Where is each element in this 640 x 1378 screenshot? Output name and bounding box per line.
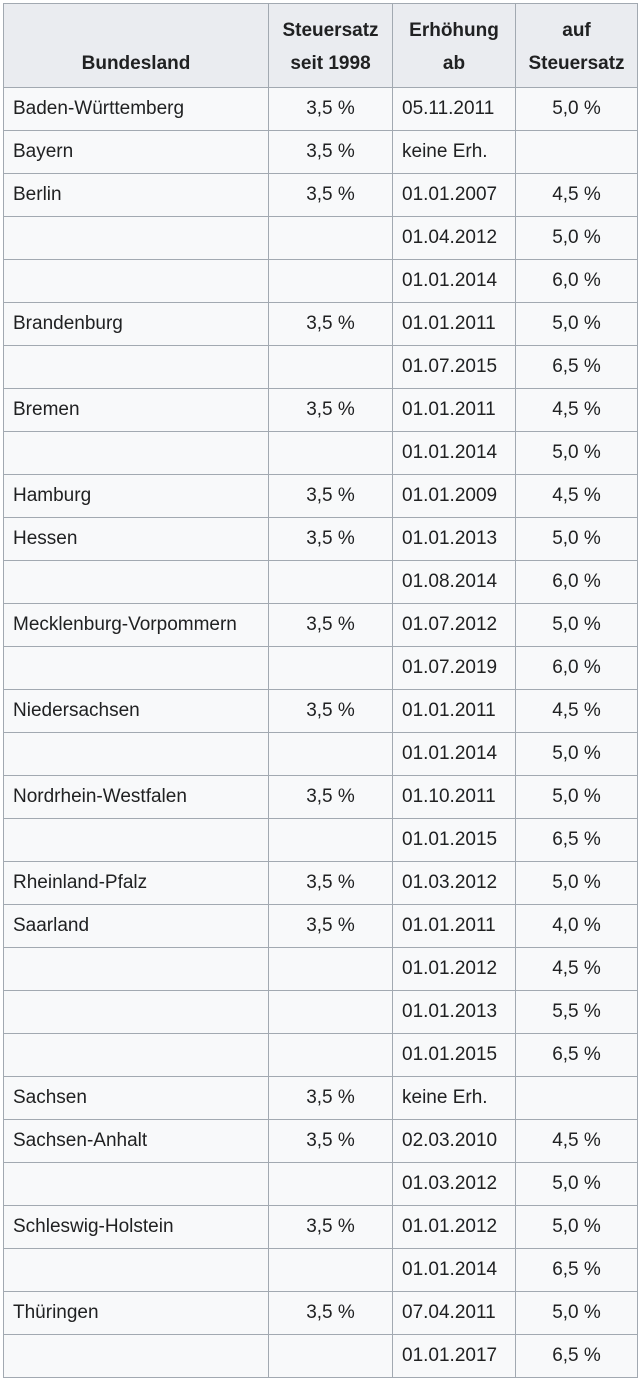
table-row xyxy=(4,561,638,604)
cell-neuer-steuersatz: 5,0 % xyxy=(516,518,638,561)
cell-steuersatz-1998 xyxy=(269,1335,393,1378)
header-auf-steuersatz: auf Steuersatz xyxy=(516,4,638,88)
cell-steuersatz-1998: 3,5 % xyxy=(269,690,393,733)
cell-steuersatz-1998: 3,5 % xyxy=(269,131,393,174)
table-row xyxy=(4,518,638,561)
cell-bundesland: Saarland xyxy=(4,905,269,948)
cell-neuer-steuersatz: 4,0 % xyxy=(516,905,638,948)
table-row xyxy=(4,346,638,389)
cell-erhoehung-ab: 01.08.2014 xyxy=(393,561,516,604)
table-row xyxy=(4,475,638,518)
cell-erhoehung-ab: 01.01.2012 xyxy=(393,1206,516,1249)
cell-neuer-steuersatz: 5,0 % xyxy=(516,862,638,905)
cell-steuersatz-1998 xyxy=(269,1249,393,1292)
cell-neuer-steuersatz xyxy=(516,1077,638,1120)
cell-bundesland xyxy=(4,1163,269,1206)
cell-steuersatz-1998: 3,5 % xyxy=(269,1077,393,1120)
cell-bundesland xyxy=(4,260,269,303)
table-row xyxy=(4,690,638,733)
cell-neuer-steuersatz: 5,0 % xyxy=(516,1206,638,1249)
cell-steuersatz-1998: 3,5 % xyxy=(269,1206,393,1249)
cell-neuer-steuersatz: 5,0 % xyxy=(516,1292,638,1335)
cell-erhoehung-ab: 01.01.2017 xyxy=(393,1335,516,1378)
cell-bundesland: Bayern xyxy=(4,131,269,174)
cell-steuersatz-1998 xyxy=(269,1163,393,1206)
cell-neuer-steuersatz: 5,0 % xyxy=(516,604,638,647)
cell-steuersatz-1998: 3,5 % xyxy=(269,862,393,905)
table-body xyxy=(4,88,638,1378)
cell-steuersatz-1998 xyxy=(269,819,393,862)
cell-bundesland xyxy=(4,217,269,260)
cell-neuer-steuersatz: 4,5 % xyxy=(516,475,638,518)
cell-steuersatz-1998 xyxy=(269,260,393,303)
cell-neuer-steuersatz: 5,0 % xyxy=(516,776,638,819)
cell-bundesland xyxy=(4,561,269,604)
cell-steuersatz-1998: 3,5 % xyxy=(269,905,393,948)
cell-steuersatz-1998 xyxy=(269,432,393,475)
cell-neuer-steuersatz: 4,5 % xyxy=(516,174,638,217)
cell-steuersatz-1998: 3,5 % xyxy=(269,518,393,561)
cell-neuer-steuersatz: 5,0 % xyxy=(516,88,638,131)
cell-erhoehung-ab: 01.01.2009 xyxy=(393,475,516,518)
cell-erhoehung-ab: keine Erh. xyxy=(393,131,516,174)
table-row xyxy=(4,1335,638,1378)
cell-erhoehung-ab: 01.07.2015 xyxy=(393,346,516,389)
cell-neuer-steuersatz: 6,5 % xyxy=(516,1249,638,1292)
cell-neuer-steuersatz: 5,0 % xyxy=(516,303,638,346)
table-row xyxy=(4,991,638,1034)
cell-neuer-steuersatz: 5,0 % xyxy=(516,1163,638,1206)
cell-bundesland: Bremen xyxy=(4,389,269,432)
cell-steuersatz-1998: 3,5 % xyxy=(269,604,393,647)
cell-steuersatz-1998 xyxy=(269,948,393,991)
table-row xyxy=(4,1120,638,1163)
cell-erhoehung-ab: 01.07.2012 xyxy=(393,604,516,647)
cell-bundesland: Hamburg xyxy=(4,475,269,518)
table-row xyxy=(4,432,638,475)
cell-erhoehung-ab: 01.01.2011 xyxy=(393,389,516,432)
cell-steuersatz-1998 xyxy=(269,1034,393,1077)
cell-erhoehung-ab: 01.07.2019 xyxy=(393,647,516,690)
cell-bundesland: Mecklenburg-Vorpommern xyxy=(4,604,269,647)
cell-neuer-steuersatz: 4,5 % xyxy=(516,1120,638,1163)
cell-neuer-steuersatz: 5,0 % xyxy=(516,733,638,776)
table-row xyxy=(4,389,638,432)
cell-neuer-steuersatz: 5,0 % xyxy=(516,432,638,475)
header-erhoehung-ab: Erhöhung ab xyxy=(393,4,516,88)
cell-neuer-steuersatz: 6,0 % xyxy=(516,647,638,690)
cell-erhoehung-ab: 01.04.2012 xyxy=(393,217,516,260)
cell-neuer-steuersatz: 6,5 % xyxy=(516,819,638,862)
cell-neuer-steuersatz: 6,0 % xyxy=(516,561,638,604)
cell-bundesland xyxy=(4,1335,269,1378)
cell-steuersatz-1998: 3,5 % xyxy=(269,1292,393,1335)
cell-bundesland xyxy=(4,432,269,475)
cell-bundesland: Rheinland-Pfalz xyxy=(4,862,269,905)
cell-steuersatz-1998 xyxy=(269,561,393,604)
header-row xyxy=(4,4,638,88)
cell-steuersatz-1998 xyxy=(269,217,393,260)
cell-bundesland xyxy=(4,1034,269,1077)
cell-erhoehung-ab: 05.11.2011 xyxy=(393,88,516,131)
cell-bundesland: Hessen xyxy=(4,518,269,561)
cell-erhoehung-ab: 01.01.2011 xyxy=(393,303,516,346)
cell-erhoehung-ab: 01.01.2013 xyxy=(393,518,516,561)
cell-steuersatz-1998 xyxy=(269,647,393,690)
table-row xyxy=(4,733,638,776)
table-row xyxy=(4,1292,638,1335)
cell-erhoehung-ab: 01.01.2015 xyxy=(393,819,516,862)
table-row xyxy=(4,1034,638,1077)
cell-neuer-steuersatz: 4,5 % xyxy=(516,948,638,991)
cell-bundesland xyxy=(4,733,269,776)
cell-erhoehung-ab: 01.01.2007 xyxy=(393,174,516,217)
cell-neuer-steuersatz: 4,5 % xyxy=(516,690,638,733)
cell-erhoehung-ab: 01.01.2014 xyxy=(393,260,516,303)
cell-steuersatz-1998: 3,5 % xyxy=(269,475,393,518)
cell-neuer-steuersatz: 4,5 % xyxy=(516,389,638,432)
table-row xyxy=(4,131,638,174)
cell-erhoehung-ab: 01.01.2014 xyxy=(393,733,516,776)
cell-bundesland: Thüringen xyxy=(4,1292,269,1335)
cell-steuersatz-1998 xyxy=(269,346,393,389)
cell-erhoehung-ab: keine Erh. xyxy=(393,1077,516,1120)
cell-erhoehung-ab: 01.01.2014 xyxy=(393,432,516,475)
cell-bundesland xyxy=(4,948,269,991)
cell-neuer-steuersatz: 6,5 % xyxy=(516,1034,638,1077)
table-row xyxy=(4,260,638,303)
cell-steuersatz-1998: 3,5 % xyxy=(269,776,393,819)
cell-bundesland: Schleswig-Holstein xyxy=(4,1206,269,1249)
cell-erhoehung-ab: 07.04.2011 xyxy=(393,1292,516,1335)
cell-bundesland xyxy=(4,346,269,389)
cell-erhoehung-ab: 01.01.2011 xyxy=(393,905,516,948)
table-row xyxy=(4,905,638,948)
cell-erhoehung-ab: 01.03.2012 xyxy=(393,862,516,905)
cell-erhoehung-ab: 01.01.2011 xyxy=(393,690,516,733)
cell-steuersatz-1998: 3,5 % xyxy=(269,389,393,432)
table-row xyxy=(4,1249,638,1292)
table-row xyxy=(4,819,638,862)
cell-bundesland xyxy=(4,991,269,1034)
cell-erhoehung-ab: 01.03.2012 xyxy=(393,1163,516,1206)
cell-bundesland xyxy=(4,1249,269,1292)
cell-bundesland xyxy=(4,819,269,862)
cell-bundesland: Sachsen-Anhalt xyxy=(4,1120,269,1163)
cell-bundesland xyxy=(4,647,269,690)
table-row xyxy=(4,604,638,647)
cell-erhoehung-ab: 02.03.2010 xyxy=(393,1120,516,1163)
cell-neuer-steuersatz: 5,0 % xyxy=(516,217,638,260)
table-row xyxy=(4,217,638,260)
cell-steuersatz-1998: 3,5 % xyxy=(269,174,393,217)
table-row xyxy=(4,862,638,905)
cell-neuer-steuersatz: 6,5 % xyxy=(516,1335,638,1378)
table-row xyxy=(4,174,638,217)
cell-erhoehung-ab: 01.10.2011 xyxy=(393,776,516,819)
cell-erhoehung-ab: 01.01.2012 xyxy=(393,948,516,991)
cell-steuersatz-1998 xyxy=(269,733,393,776)
cell-bundesland: Nordrhein-Westfalen xyxy=(4,776,269,819)
cell-bundesland: Brandenburg xyxy=(4,303,269,346)
table-row xyxy=(4,948,638,991)
cell-bundesland: Berlin xyxy=(4,174,269,217)
table-row xyxy=(4,647,638,690)
table-row xyxy=(4,88,638,131)
table-row xyxy=(4,1206,638,1249)
cell-bundesland: Sachsen xyxy=(4,1077,269,1120)
cell-steuersatz-1998 xyxy=(269,991,393,1034)
header-bundesland: Bundesland xyxy=(4,4,269,88)
header-steuersatz-seit-1998: Steuersatz seit 1998 xyxy=(269,4,393,88)
cell-neuer-steuersatz: 6,5 % xyxy=(516,346,638,389)
cell-neuer-steuersatz: 6,0 % xyxy=(516,260,638,303)
cell-steuersatz-1998: 3,5 % xyxy=(269,1120,393,1163)
cell-erhoehung-ab: 01.01.2015 xyxy=(393,1034,516,1077)
table-row xyxy=(4,303,638,346)
table-header xyxy=(4,4,638,88)
cell-neuer-steuersatz xyxy=(516,131,638,174)
tax-rate-table xyxy=(3,3,638,1378)
table-row xyxy=(4,1163,638,1206)
cell-bundesland: Baden-Württemberg xyxy=(4,88,269,131)
cell-erhoehung-ab: 01.01.2014 xyxy=(393,1249,516,1292)
table-row xyxy=(4,776,638,819)
cell-neuer-steuersatz: 5,5 % xyxy=(516,991,638,1034)
cell-steuersatz-1998: 3,5 % xyxy=(269,303,393,346)
table-row xyxy=(4,1077,638,1120)
cell-erhoehung-ab: 01.01.2013 xyxy=(393,991,516,1034)
cell-steuersatz-1998: 3,5 % xyxy=(269,88,393,131)
cell-bundesland: Niedersachsen xyxy=(4,690,269,733)
